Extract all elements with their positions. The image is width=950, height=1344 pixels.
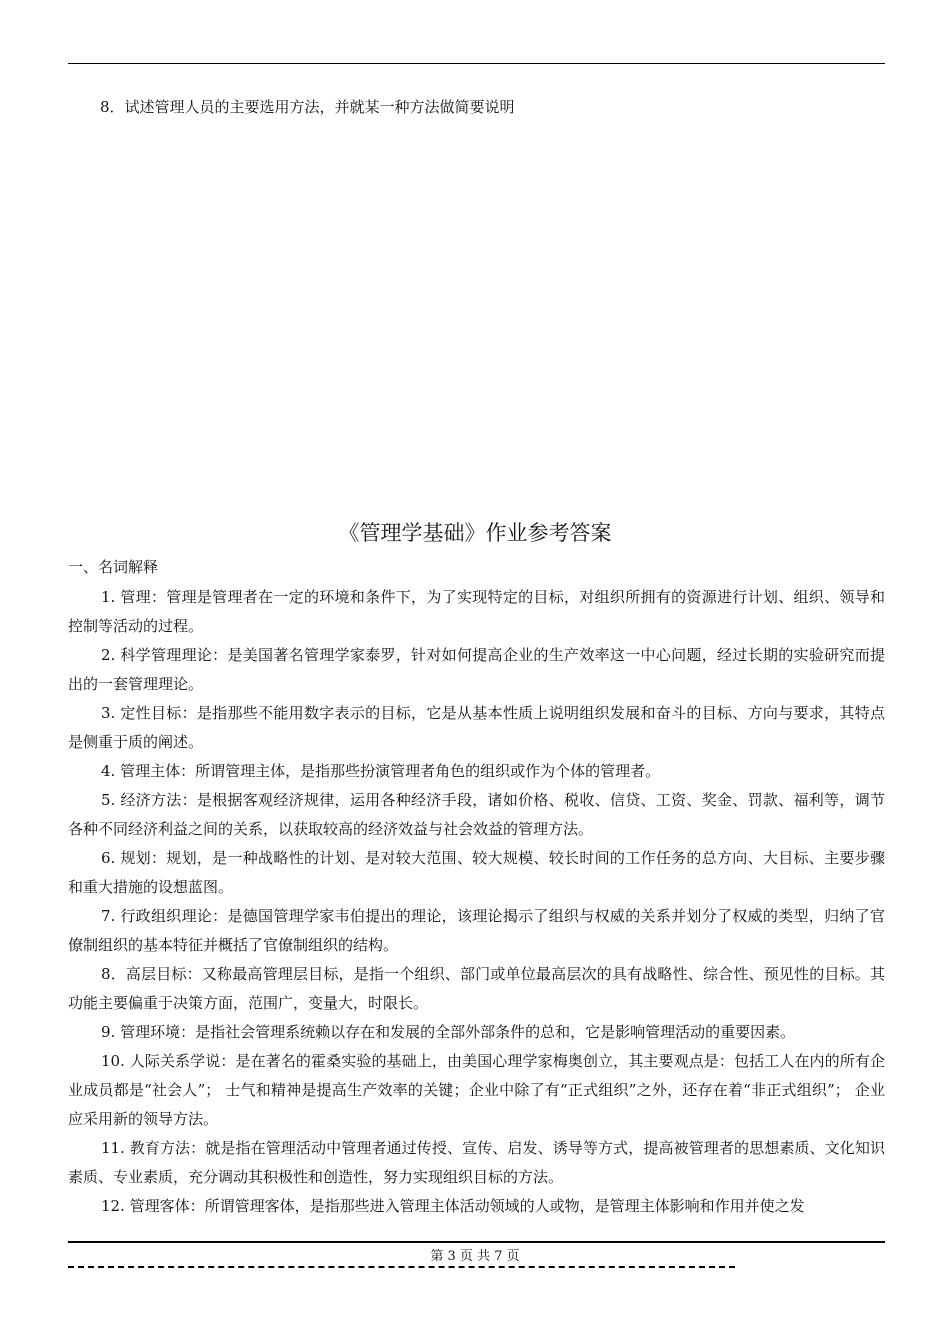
footer-rule xyxy=(68,1241,885,1243)
definition-item: 7. 行政组织理论：是德国管理学家韦伯提出的理论，该理论揭示了组织与权威的关系并划分了权威的类型，归纳了官僚制组织的基本特征并概括了官僚制组织的结构。 xyxy=(68,907,885,954)
question-8: 8．试述管理人员的主要选用方法，并就某一种方法做简要说明 xyxy=(100,98,515,116)
definition-item: 9. 管理环境：是指社会管理系统赖以存在和发展的全部外部条件的总和，它是影响管理活动的重要因素。 xyxy=(101,1023,796,1041)
definition-item: 3. 定性目标：是指那些不能用数字表示的目标，它是从基本性质上说明组织发展和奋斗的目标、方向与要求，其特点是侧重于质的阐述。 xyxy=(68,704,885,751)
definition-item: 5. 经济方法：是根据客观经济规律，运用各种经济手段，诸如价格、税收、信贷、工资、奖金、罚款、福利等，调节各种不同经济利益之间的关系，以获取较高的经济效益与社会效益的管理方法。 xyxy=(68,791,885,838)
answer-title: 《管理学基础》作业参考答案 xyxy=(338,521,612,545)
section-heading: 一、名词解释 xyxy=(68,558,159,576)
definition-list xyxy=(68,583,885,1221)
definition-item: 8．高层目标：又称最高管理层目标，是指一个组织、部门或单位最高层次的具有战略性、综合性、预见性的目标。其功能主要偏重于决策方面，范围广，变量大，时限长。 xyxy=(68,965,885,1012)
definition-item: 10. 人际关系学说：是在著名的霍桑实验的基础上，由美国心理学家梅奥创立，其主要观点是：包括工人在内的所有企业成员都是“社会人”； 士气和精神是提高生产效率的关键；企业中除了有“正式组织”之外，还存在着“非正式组织”； 企业应采用新的领导方法。 xyxy=(68,1052,885,1128)
header-rule xyxy=(68,63,885,64)
definition-item: 11. 教育方法：就是指在管理活动中管理者通过传授、宣传、启发、诱导等方式，提高被管理者的思想素质、文化知识素质、专业素质，充分调动其积极性和创造性，努力实现组织目标的方法。 xyxy=(68,1139,885,1186)
definition-item: 4. 管理主体：所谓管理主体，是指那些扮演管理者角色的组织或作为个体的管理者。 xyxy=(101,762,661,780)
definition-item: 1. 管理：管理是管理者在一定的环境和条件下，为了实现特定的目标，对组织所拥有的资源进行计划、组织、领导和控制等活动的过程。 xyxy=(68,588,885,635)
definition-item: 12. 管理客体：所谓管理客体，是指那些进入管理主体活动领域的人或物，是管理主体影响和作用并使之发 xyxy=(101,1197,805,1215)
definition-item: 2. 科学管理理论：是美国著名管理学家泰罗，针对如何提高企业的生产效率这一中心问题，经过长期的实验研究而提出的一套管理理论。 xyxy=(68,646,885,693)
page-number: 第 3 页 共 7 页 xyxy=(430,1249,520,1264)
definition-item: 6. 规划：规划，是一种战略性的计划、是对较大范围、较大规模、较长时间的工作任务的总方向、大目标、主要步骤和重大措施的设想蓝图。 xyxy=(68,849,885,896)
dashed-divider xyxy=(68,1266,735,1268)
